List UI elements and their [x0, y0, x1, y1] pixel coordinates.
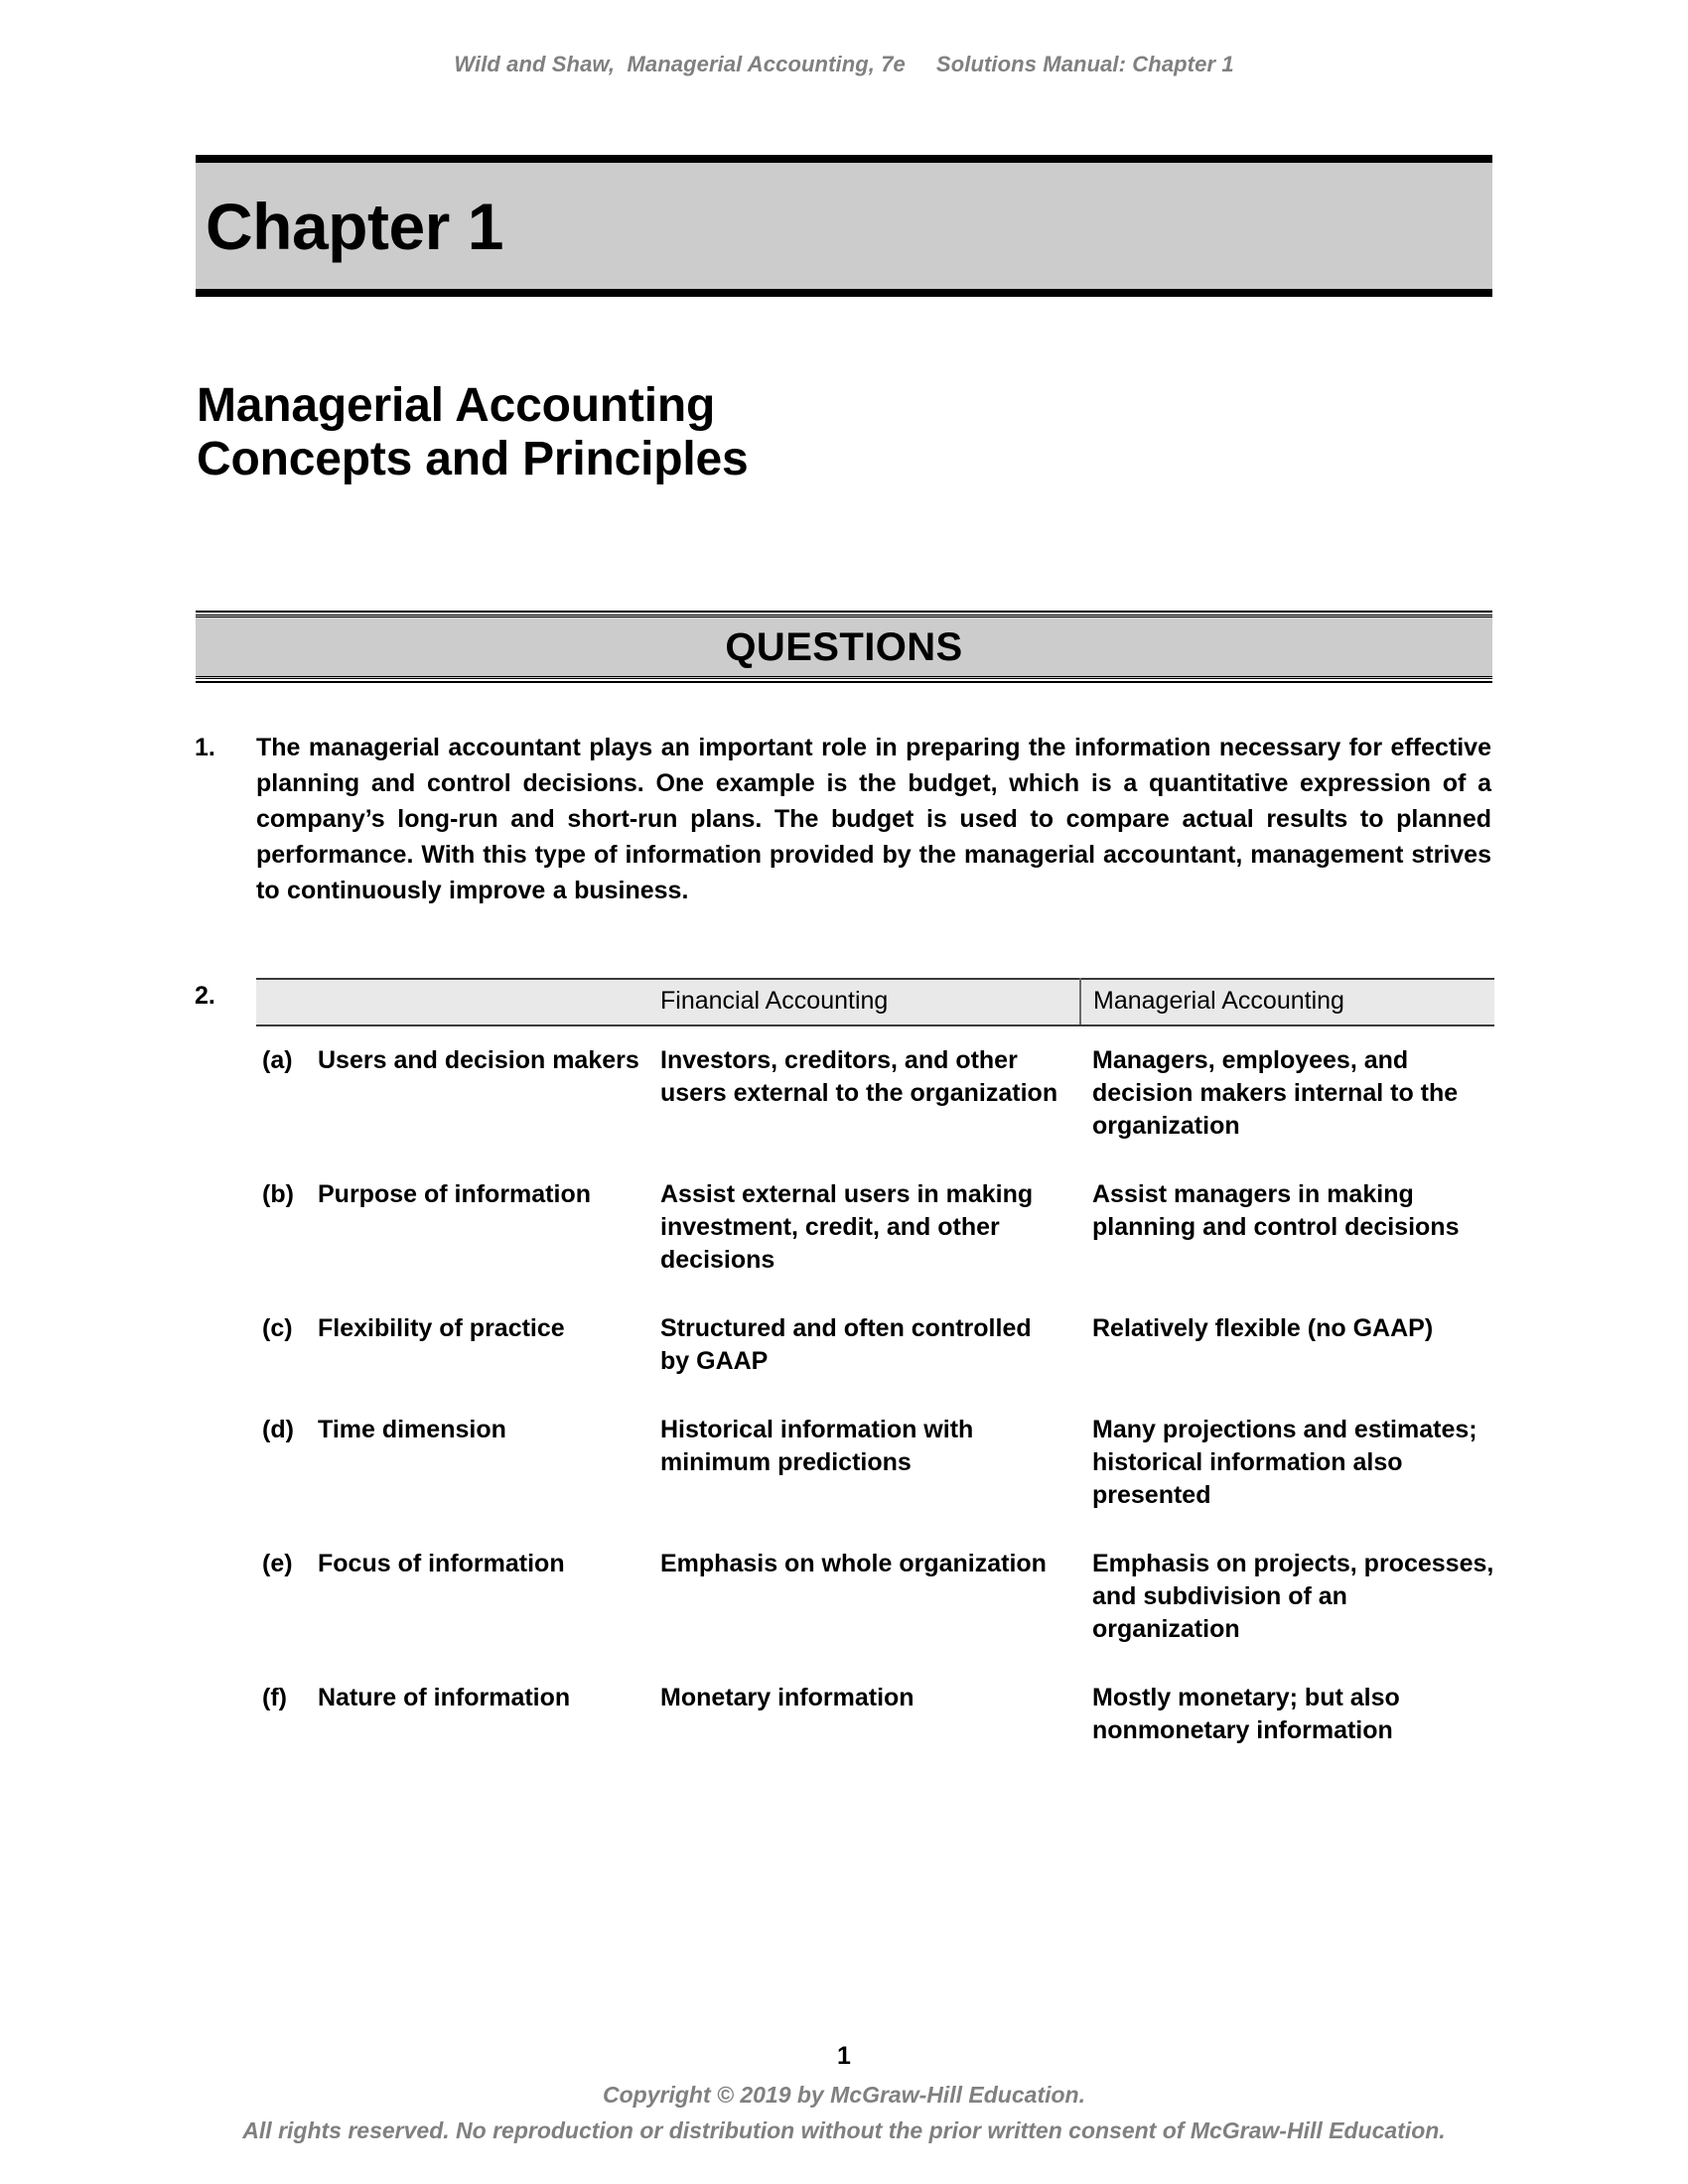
row-label-cell: [256, 1025, 658, 1160]
table-row: [256, 1160, 1494, 1295]
row-letter: (f): [262, 1683, 287, 1711]
question-1-number: 1.: [195, 734, 215, 761]
question-2: [195, 978, 1494, 1765]
chapter-banner: [196, 155, 1492, 297]
page-number: 1: [837, 2042, 851, 2070]
question-2-number: 2.: [195, 982, 215, 1010]
copyright-line-1: Copyright © 2019 by McGraw-Hill Education.: [603, 2082, 1085, 2108]
row-financial-accounting: Investors, creditors, and other users external to the organization: [660, 1045, 1058, 1107]
row-managerial-accounting: Mostly monetary; but also nonmonetary information: [1092, 1683, 1400, 1744]
page-title-line-2: Concepts and Principles: [197, 432, 749, 485]
row-financial-accounting: Monetary information: [660, 1683, 914, 1711]
table-row: [256, 1025, 1494, 1160]
row-managerial-accounting: Relatively flexible (no GAAP): [1092, 1313, 1434, 1342]
page-title-line-1: Managerial Accounting: [197, 379, 716, 432]
copyright-notice: [0, 2078, 1688, 2148]
row-label: Users and decision makers: [318, 1045, 639, 1074]
row-letter: (c): [262, 1313, 293, 1342]
row-label-cell: [256, 1664, 658, 1765]
running-head: Wild and Shaw, Managerial Accounting, 7e Solutions Manual: Chapter 1: [454, 52, 1234, 76]
table-row: [256, 1295, 1494, 1396]
row-financial-accounting: Assist external users in making investment, credit, and other decisions: [660, 1179, 1034, 1274]
row-managerial-accounting: Many projections and estimates; historical information also presented: [1092, 1415, 1477, 1509]
row-letter: (e): [262, 1549, 293, 1577]
questions-section-label: QUESTIONS: [725, 624, 963, 669]
table-row: [256, 1664, 1494, 1765]
table-header-managerial-accounting: Managerial Accounting: [1080, 979, 1494, 1025]
row-label-cell: [256, 1295, 658, 1396]
row-letter: (b): [262, 1179, 294, 1208]
questions-section-banner: [196, 614, 1492, 679]
comparison-table: [256, 978, 1494, 1765]
question-1-answer-text: The managerial accountant plays an important role in preparing the information necessary for effective planning and control decisions. One example is the budget, which is a quantitative expression of a company’s long-run and short-run plans. The budget is used to compare actual results to planned performance. With this type of information provided by the managerial accountant, management strives to continuously improve a business.: [256, 734, 1491, 904]
table-row: [256, 1530, 1494, 1664]
row-label: Nature of information: [318, 1683, 571, 1711]
row-financial-accounting: Historical information with minimum predictions: [660, 1415, 974, 1476]
row-label-cell: [256, 1396, 658, 1530]
comparison-table-body: [256, 1025, 1494, 1765]
row-managerial-accounting: Managers, employees, and decision makers internal to the organization: [1092, 1045, 1459, 1140]
row-financial-accounting: Emphasis on whole organization: [660, 1549, 1047, 1577]
table-row: [256, 1396, 1494, 1530]
row-letter: (a): [262, 1045, 293, 1074]
table-header-blank: [256, 979, 658, 1025]
table-header-financial-accounting: Financial Accounting: [658, 979, 1080, 1025]
row-letter: (d): [262, 1415, 294, 1443]
question-2-answer: [256, 978, 1494, 1765]
row-label-cell: [256, 1530, 658, 1664]
copyright-line-2: All rights reserved. No reproduction or distribution without the prior written consent of McGraw-Hill Education.: [242, 2116, 1446, 2143]
row-label: Purpose of information: [318, 1179, 591, 1208]
table-header-row: [256, 979, 1494, 1025]
row-label: Focus of information: [318, 1549, 565, 1577]
row-label: Flexibility of practice: [318, 1313, 565, 1342]
row-label-cell: [256, 1160, 658, 1295]
row-managerial-accounting: Emphasis on projects, processes, and subdivision of an organization: [1092, 1549, 1494, 1643]
question-1: [195, 730, 1491, 908]
row-financial-accounting: Structured and often controlled by GAAP: [660, 1313, 1032, 1375]
chapter-banner-label: Chapter 1: [206, 189, 503, 263]
page-title: [197, 379, 1497, 486]
row-managerial-accounting: Assist managers in making planning and control decisions: [1092, 1179, 1460, 1241]
row-label: Time dimension: [318, 1415, 506, 1443]
